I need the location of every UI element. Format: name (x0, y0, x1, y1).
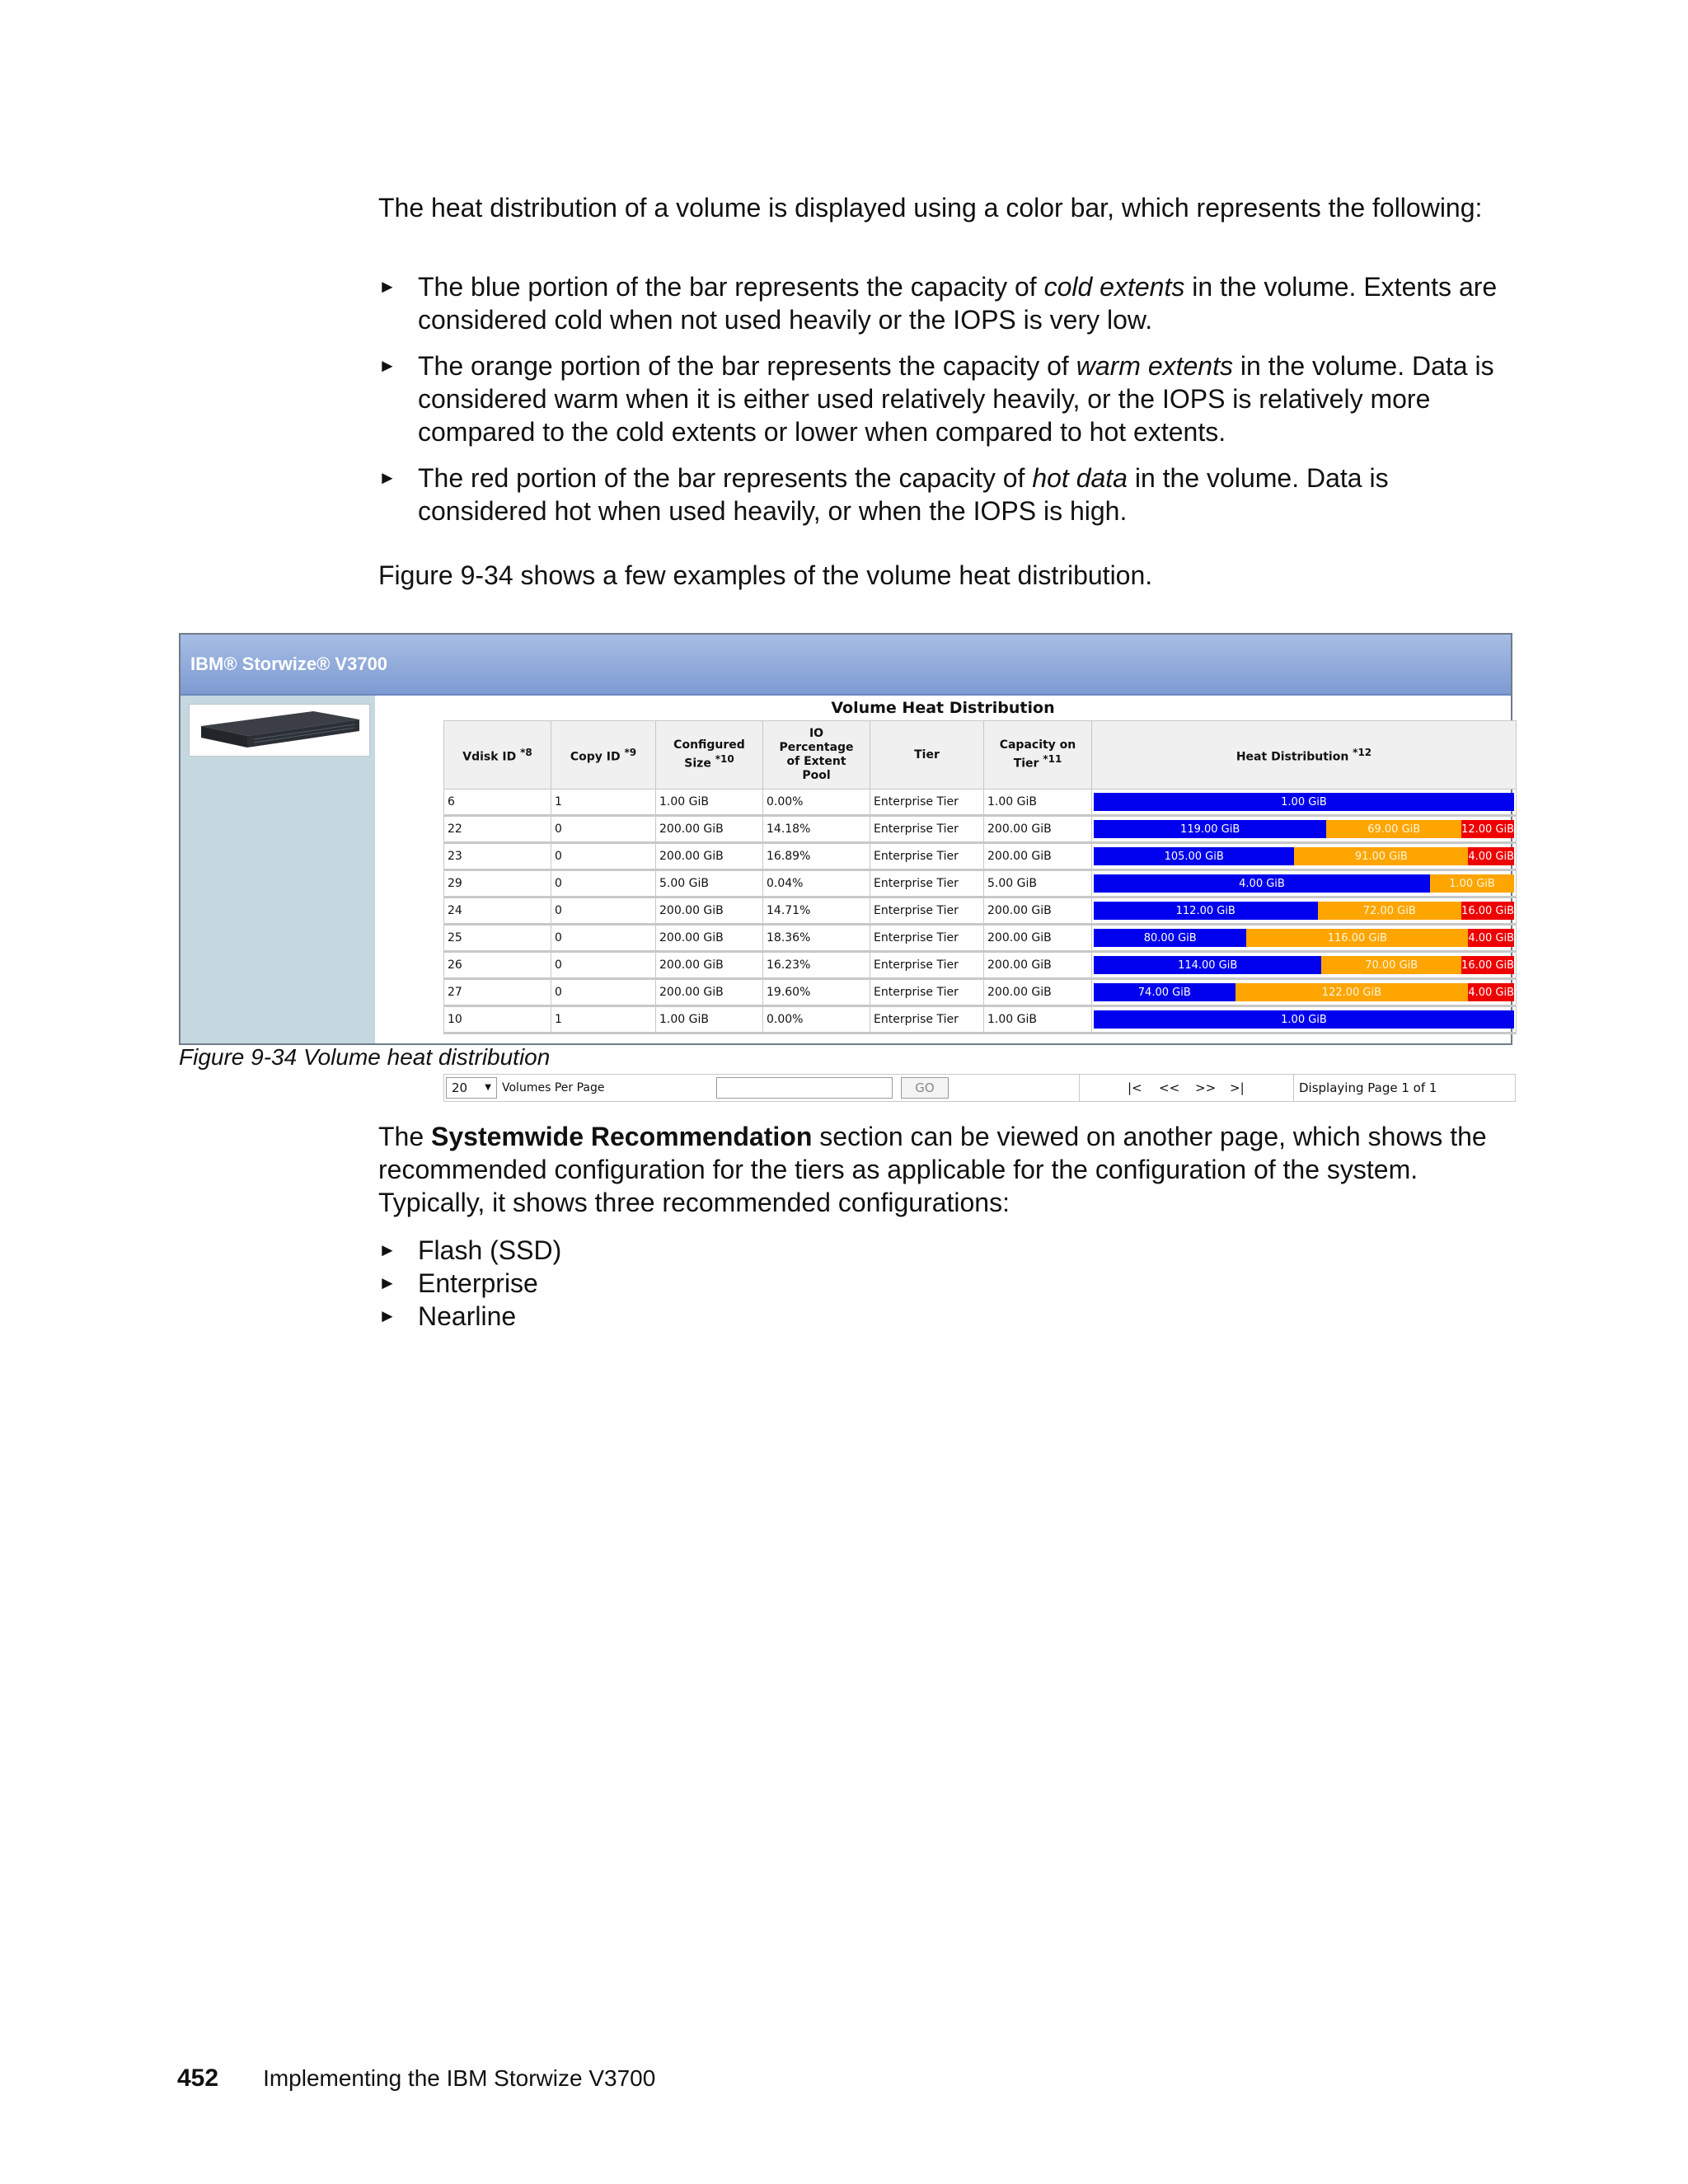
heat-segment-cold: 105.00 GiB (1094, 847, 1294, 865)
copy-id-cell: 0 (551, 979, 656, 1006)
tier-list (378, 1234, 1516, 1333)
heat-segment-warm: 69.00 GiB (1326, 820, 1461, 838)
table-row[interactable] (444, 898, 1517, 925)
io-percentage-cell: 0.00% (763, 790, 870, 816)
heat-bar (1094, 820, 1514, 838)
tier-cell: Enterprise Tier (870, 870, 984, 898)
tier-cell: Enterprise Tier (870, 816, 984, 843)
io-percentage-cell: 14.71% (763, 898, 870, 925)
triangle-bullet-icon: ► (378, 467, 396, 488)
table-row[interactable] (444, 790, 1517, 816)
heat-panel (375, 696, 1514, 1095)
triangle-bullet-icon: ► (378, 1240, 396, 1260)
book-title: Implementing the IBM Storwize V3700 (263, 2065, 656, 2091)
copy-id-cell: 0 (551, 816, 656, 843)
page-navigation (1079, 1075, 1294, 1101)
page-number-input[interactable] (716, 1077, 893, 1099)
capacity-cell: 5.00 GiB (984, 870, 1092, 898)
vdisk-id-cell: 27 (444, 979, 551, 1006)
configured-size-cell: 200.00 GiB (656, 898, 763, 925)
vdisk-id-cell: 24 (444, 898, 551, 925)
io-percentage-cell: 16.89% (763, 843, 870, 870)
heat-distribution-cell (1092, 925, 1517, 952)
tier-cell: Enterprise Tier (870, 979, 984, 1006)
storage-device-image (189, 704, 370, 757)
copy-id-cell: 0 (551, 898, 656, 925)
heat-segment-hot: 12.00 GiB (1461, 820, 1514, 838)
heat-distribution-cell (1092, 870, 1517, 898)
table-row[interactable] (444, 1006, 1517, 1033)
previous-page-button[interactable]: << (1159, 1080, 1180, 1095)
triangle-bullet-icon: ► (378, 276, 396, 297)
column-header-copy-id[interactable]: Copy ID $^{*9}$ (551, 721, 656, 790)
list-item: ► Nearline (378, 1301, 517, 1331)
heat-bar (1094, 874, 1514, 893)
vdisk-id-cell: 25 (444, 925, 551, 952)
configured-size-cell: 200.00 GiB (656, 925, 763, 952)
last-page-button[interactable]: >| (1230, 1080, 1245, 1095)
intro-text: The heat distribution of a volume is displayed using a color bar, which represents the following: (378, 193, 1483, 223)
capacity-cell: 1.00 GiB (984, 790, 1092, 816)
heat-distribution-cell (1092, 790, 1517, 816)
configured-size-cell: 200.00 GiB (656, 816, 763, 843)
capacity-cell: 200.00 GiB (984, 925, 1092, 952)
heat-segment-cold: 74.00 GiB (1094, 983, 1236, 1001)
heat-segment-hot: 4.00 GiB (1468, 929, 1514, 947)
table-title: Volume Heat Distribution (831, 699, 1055, 717)
page-number: 452 (177, 2064, 219, 2092)
next-page-button[interactable]: >> (1195, 1080, 1217, 1095)
capacity-cell: 200.00 GiB (984, 979, 1092, 1006)
heat-bar (1094, 983, 1514, 1001)
heat-bar (1094, 902, 1514, 920)
systemwide-recommendation-term: Systemwide Recommendation (431, 1122, 813, 1151)
vdisk-id-cell: 22 (444, 816, 551, 843)
heat-segment-hot: 16.00 GiB (1461, 956, 1514, 974)
vdisk-id-cell: 26 (444, 952, 551, 979)
column-header-io-percentage[interactable]: IO Percentage of Extent Pool (763, 721, 870, 790)
heat-bar (1094, 929, 1514, 947)
column-header-configured-size[interactable]: Configured Size $^{*10}$ (656, 721, 763, 790)
heat-distribution-cell (1092, 979, 1517, 1006)
copy-id-cell: 0 (551, 952, 656, 979)
heat-segment-cold: 114.00 GiB (1094, 956, 1321, 974)
io-percentage-cell: 18.36% (763, 925, 870, 952)
table-row[interactable] (444, 952, 1517, 979)
vdisk-id-cell: 6 (444, 790, 551, 816)
volume-heat-table (443, 720, 1517, 1034)
first-page-button[interactable]: |< (1128, 1080, 1142, 1095)
io-percentage-cell: 0.04% (763, 870, 870, 898)
io-percentage-cell: 0.00% (763, 1006, 870, 1033)
figure-reference-paragraph: Figure 9-34 shows a few examples of the volume heat distribution. (378, 560, 1153, 590)
app-title: IBM® Storwize® V3700 (190, 654, 388, 674)
table-row[interactable] (444, 925, 1517, 952)
configured-size-cell: 1.00 GiB (656, 1006, 763, 1033)
table-row[interactable] (444, 816, 1517, 843)
per-page-select[interactable]: 20 ▼ (446, 1077, 497, 1099)
table-header-row (444, 721, 1517, 790)
left-panel (181, 696, 375, 1043)
table-row[interactable] (444, 843, 1517, 870)
tier-cell: Enterprise Tier (870, 843, 984, 870)
heat-distribution-cell (1092, 952, 1517, 979)
capacity-cell: 200.00 GiB (984, 952, 1092, 979)
heat-segment-warm: 70.00 GiB (1321, 956, 1461, 974)
copy-id-cell: 1 (551, 1006, 656, 1033)
recommendation-paragraph: The Systemwide Recommendation section can be viewed on another page, which shows the recommended configuration for the tiers as applicable for the configuration of the system. Typically, it shows three recommended configurations: (378, 1122, 1487, 1217)
triangle-bullet-icon: ► (378, 1305, 396, 1326)
vdisk-id-cell: 29 (444, 870, 551, 898)
table-row[interactable] (444, 870, 1517, 898)
page-info: Displaying Page 1 of 1 (1293, 1075, 1437, 1101)
heat-distribution-cell (1092, 898, 1517, 925)
column-header-tier[interactable]: Tier (870, 721, 984, 790)
copy-id-cell: 0 (551, 925, 656, 952)
configured-size-cell: 200.00 GiB (656, 952, 763, 979)
capacity-cell: 200.00 GiB (984, 843, 1092, 870)
go-button[interactable]: GO (901, 1077, 949, 1099)
app-header (181, 635, 1511, 696)
heat-bar (1094, 847, 1514, 865)
configured-size-cell: 200.00 GiB (656, 979, 763, 1006)
heat-segment-warm: 122.00 GiB (1236, 983, 1469, 1001)
heat-distribution-cell (1092, 1006, 1517, 1033)
column-header-heat-distribution[interactable]: Heat Distribution $^{*12}$ (1092, 721, 1517, 790)
configured-size-cell: 1.00 GiB (656, 790, 763, 816)
configured-size-cell: 5.00 GiB (656, 870, 763, 898)
vdisk-id-cell: 10 (444, 1006, 551, 1033)
tier-cell: Enterprise Tier (870, 898, 984, 925)
copy-id-cell: 0 (551, 843, 656, 870)
heat-distribution-cell (1092, 816, 1517, 843)
heat-segment-warm: 1.00 GiB (1430, 874, 1514, 893)
heat-segment-warm: 91.00 GiB (1294, 847, 1468, 865)
heat-segment-warm: 116.00 GiB (1246, 929, 1468, 947)
list-item: ► The blue portion of the bar represents the capacity of cold extents in the volume. Extents are considered cold when not used heavily or the IOPS is very low. (378, 272, 1498, 335)
heat-color-list (378, 270, 1516, 541)
pagination-bar (443, 1074, 1516, 1102)
heat-segment-hot: 4.00 GiB (1468, 983, 1514, 1001)
triangle-bullet-icon: ► (378, 1272, 396, 1293)
copy-id-cell: 0 (551, 870, 656, 898)
table-row[interactable] (444, 979, 1517, 1006)
list-item: ► The red portion of the bar represents the capacity of hot data in the volume. Data is considered hot when used heavily, or when the IOPS is high. (378, 463, 1389, 526)
vdisk-id-cell: 23 (444, 843, 551, 870)
tier-cell: Enterprise Tier (870, 952, 984, 979)
heat-bar (1094, 1010, 1514, 1029)
heat-segment-cold: 112.00 GiB (1094, 902, 1318, 920)
capacity-cell: 1.00 GiB (984, 1006, 1092, 1033)
per-page-label: Volumes Per Page (502, 1081, 605, 1094)
heat-segment-cold: 4.00 GiB (1094, 874, 1430, 893)
column-header-capacity-on-tier[interactable]: Capacity on Tier $^{*11}$ (984, 721, 1092, 790)
io-percentage-cell: 16.23% (763, 952, 870, 979)
io-percentage-cell: 14.18% (763, 816, 870, 843)
capacity-cell: 200.00 GiB (984, 898, 1092, 925)
configured-size-cell: 200.00 GiB (656, 843, 763, 870)
heat-segment-hot: 4.00 GiB (1468, 847, 1514, 865)
chevron-down-icon: ▼ (485, 1083, 491, 1092)
list-item: ► The orange portion of the bar represents the capacity of warm extents in the volume. Data is considered warm when it is either used relatively heavily, or the IOPS is relatively more compared to the cold extents or lower when compared to hot extents. (378, 351, 1494, 447)
heat-segment-cold: 80.00 GiB (1094, 929, 1246, 947)
heat-segment-cold: 1.00 GiB (1094, 793, 1514, 811)
page-footer (177, 2064, 655, 2093)
triangle-bullet-icon: ► (378, 355, 396, 376)
column-header-vdisk-id[interactable]: Vdisk ID $^{*8}$ (444, 721, 551, 790)
heat-segment-cold: 1.00 GiB (1094, 1010, 1514, 1029)
heat-distribution-cell (1092, 843, 1517, 870)
list-item: ► Enterprise (378, 1268, 538, 1298)
heat-segment-cold: 119.00 GiB (1094, 820, 1326, 838)
figure-caption: Figure 9-34 Volume heat distribution (179, 1044, 551, 1070)
copy-id-cell: 1 (551, 790, 656, 816)
tier-cell: Enterprise Tier (870, 790, 984, 816)
intro-paragraph (378, 191, 1516, 224)
heat-segment-hot: 16.00 GiB (1461, 902, 1514, 920)
io-percentage-cell: 19.60% (763, 979, 870, 1006)
heat-bar (1094, 956, 1514, 974)
heat-bar (1094, 793, 1514, 811)
tier-cell: Enterprise Tier (870, 925, 984, 952)
tier-cell: Enterprise Tier (870, 1006, 984, 1033)
list-item: ► Flash (SSD) (378, 1235, 562, 1265)
heat-segment-warm: 72.00 GiB (1318, 902, 1462, 920)
capacity-cell: 200.00 GiB (984, 816, 1092, 843)
